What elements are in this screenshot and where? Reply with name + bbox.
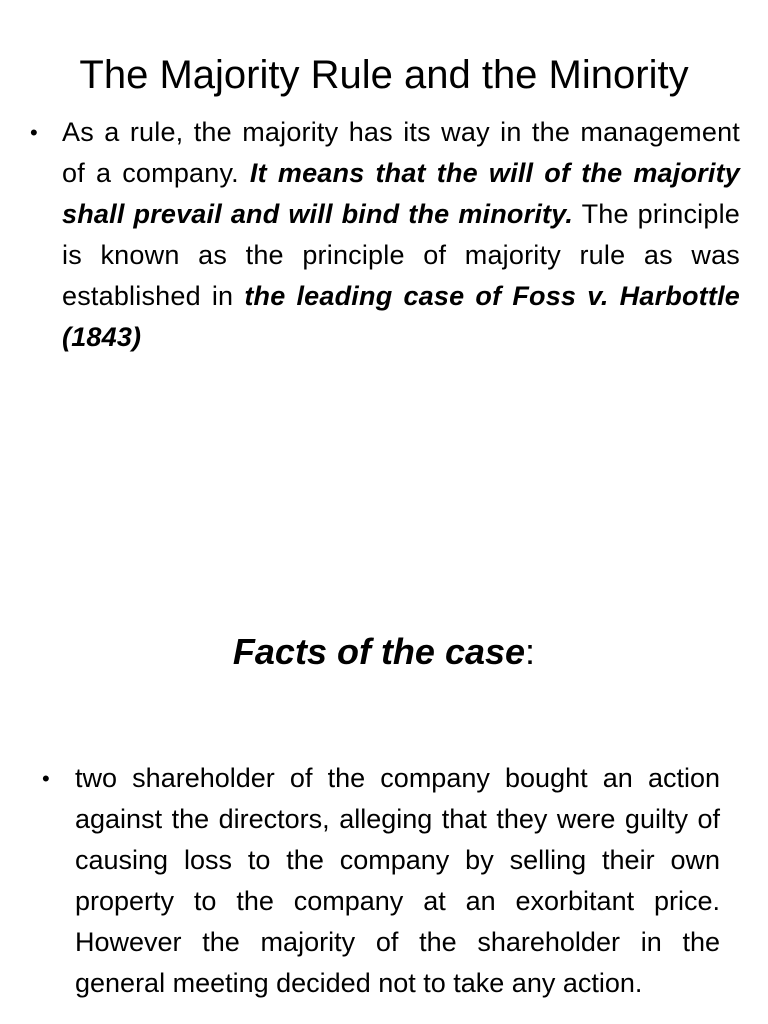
- bullet-point: [30, 112, 740, 358]
- heading-colon: :: [525, 631, 536, 672]
- bullet-dot-icon: •: [30, 120, 38, 145]
- bullet-text: two shareholder of the company bought an action against the directors, alleging that they were guilty of causing loss to the company by selling their own property to the company at an exorbitant price. However the majority of the shareholder in the general meeting decided not to take any action.: [75, 763, 720, 998]
- bullet-text-part: The principle is known as the principle of majority rule as was established in: [62, 199, 740, 311]
- slide-facts-of-case: [0, 520, 768, 1024]
- slide-title: The Majority Rule and the Minority: [79, 53, 689, 97]
- slide-heading: [0, 630, 768, 674]
- bullet-emphasis: It means that the will of the majority shall prevail and will bind the minority.: [62, 158, 740, 229]
- bullet-text-part: As a rule, the majority has its way in the management of a company.: [62, 117, 740, 188]
- bullet-text: [62, 112, 740, 358]
- heading-text: Facts of the case: [232, 631, 526, 672]
- bullet-dot-icon: •: [42, 766, 50, 791]
- bullet-point: [42, 758, 720, 1004]
- case-citation: the leading case of Foss v. Harbottle (1843): [62, 281, 740, 352]
